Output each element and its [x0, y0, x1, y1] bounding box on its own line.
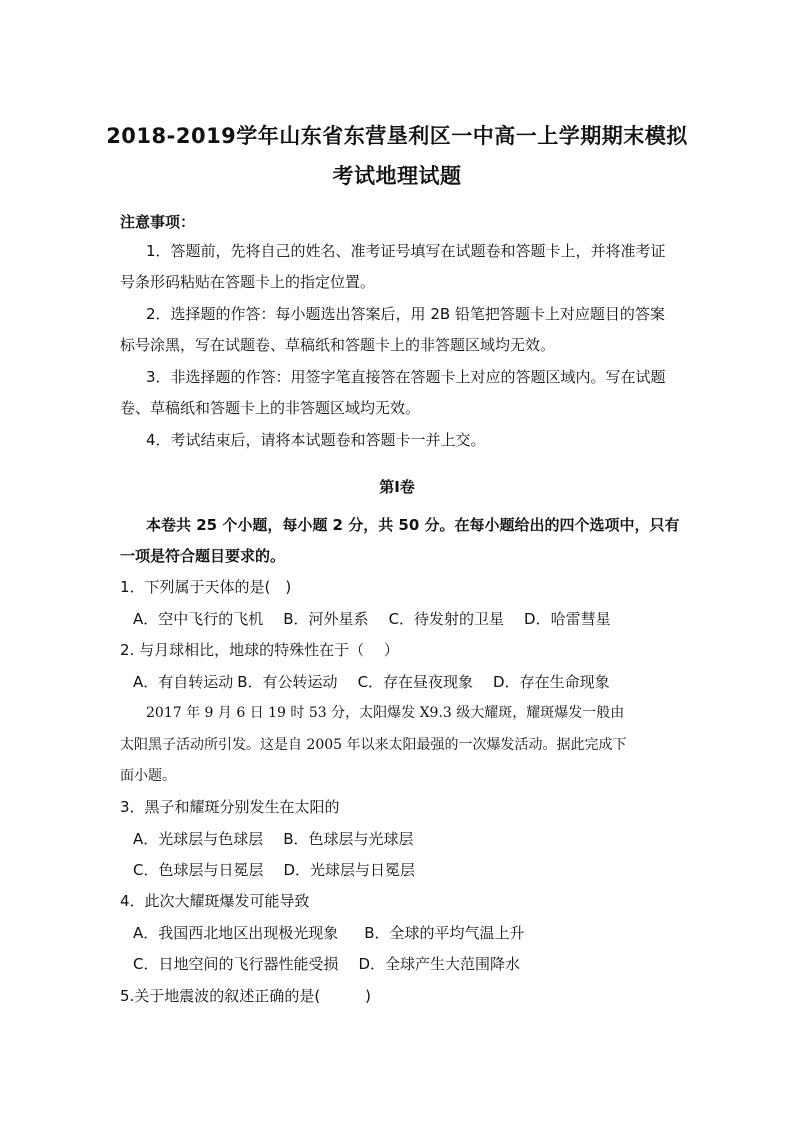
notice-item2-line2: 标号涂黑，写在试题卷、草稿纸和答题卡上的非答题区域均无效。: [120, 336, 556, 354]
q1-option-b: B．河外星系: [283, 610, 369, 628]
question-2-options: [133, 672, 630, 692]
question-3-options-row2: [133, 860, 435, 880]
q2-option-d: D．存在生命现象: [493, 673, 610, 691]
q3-option-d: D．光球层与日冕层: [283, 861, 416, 879]
passage-line1: 2017 年 9 月 6 日 19 时 53 分，太阳爆发 X9.3 级大耀斑，耀斑爆发一般由: [146, 705, 625, 721]
page-title-line1: 2018-2019学年山东省东营垦利区一中高一上学期期末模拟: [106, 124, 688, 148]
question-4-options-row2: [133, 954, 540, 974]
notice-item4: 4．考试结束后，请将本试题卷和答题卡一并上交。: [146, 431, 486, 449]
q1-option-d: D．哈雷彗星: [524, 610, 611, 628]
q2-option-c: C．存在昼夜现象: [357, 673, 474, 691]
q1-option-a: A．空中飞行的飞机: [133, 610, 264, 628]
q3-option-a: A．光球层与色球层: [133, 830, 264, 848]
q4-option-d: D．全球产生大范围降水: [358, 955, 521, 973]
notice-item1-line2: 号条形码粘贴在答题卡上的指定位置。: [120, 273, 376, 291]
page-title-line2: 考试地理试题: [332, 164, 462, 188]
q4-option-b: B．全球的平均气温上升: [364, 924, 525, 942]
notice-item3-line1: 3．非选择题的作答：用签字笔直接答在答题卡上对应的答题区域内。写在试题: [146, 368, 666, 386]
notice-heading: 注意事项：: [120, 213, 196, 231]
notice-item1-line1: 1．答题前，先将自己的姓名、准考证号填写在试题卷和答题卡上，并将准考证: [146, 242, 666, 260]
question-3-stem: 3．黑子和耀斑分别发生在太阳的: [120, 798, 340, 816]
section-heading: 第Ⅰ卷: [379, 478, 415, 496]
notice-item3-line2: 卷、草稿纸和答题卡上的非答题区域均无效。: [120, 399, 421, 417]
section-intro-line2: 一项是符合题目要求的。: [120, 547, 286, 565]
passage-line2: 太阳黑子活动所引发。这是自 2005 年以来太阳最强的一次爆发活动。据此完成下: [120, 737, 627, 753]
question-5-stem: 5.关于地震波的叙述正确的是( ): [120, 987, 372, 1005]
question-1-stem: 1．下列属于天体的是( ): [120, 578, 292, 596]
question-4-stem: 4．此次大耀斑爆发可能导致: [120, 892, 310, 910]
q4-option-c: C．日地空间的飞行器性能受损: [133, 955, 339, 973]
q3-option-c: C．色球层与日冕层: [133, 861, 264, 879]
question-2-stem: 2. 与月球相比，地球的特殊性在于（ ）: [120, 641, 399, 659]
notice-item2-line1: 2．选择题的作答：每小题选出答案后，用 2B 铅笔把答题卡上对应题目的答案: [146, 305, 665, 323]
question-4-options-row1: [133, 923, 545, 943]
section-intro-line1: 本卷共 25 个小题，每小题 2 分，共 50 分。在每小题给出的四个选项中，只有: [146, 516, 680, 534]
question-3-options-row1: [133, 829, 434, 849]
passage-line3: 面小题。: [120, 768, 176, 784]
q1-option-c: C．待发射的卫星: [388, 610, 505, 628]
question-1-options: [133, 609, 631, 629]
q2-option-a: A．有自转运动: [133, 673, 234, 691]
q4-option-a: A．我国西北地区出现极光现象: [133, 924, 339, 942]
q2-option-b: B．有公转运动: [237, 673, 338, 691]
q3-option-b: B．色球层与光球层: [283, 830, 414, 848]
